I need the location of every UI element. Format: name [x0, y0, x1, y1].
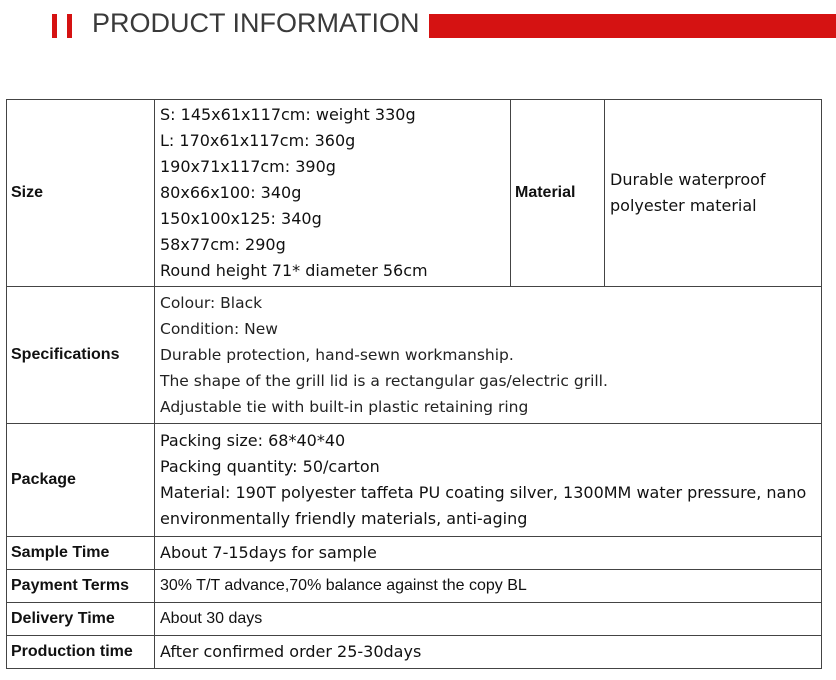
sample-time-value	[155, 537, 822, 570]
production-time-text: After confirmed order 25-30days	[160, 642, 422, 661]
package-label: Package	[7, 424, 155, 537]
specifications-label: Specifications	[7, 287, 155, 424]
spec-line: Condition: New	[160, 320, 278, 338]
production-time-value	[155, 636, 822, 669]
specifications-value	[155, 287, 822, 424]
size-line: L: 170x61x117cm: 360g	[160, 131, 356, 150]
size-line: 190x71x117cm: 390g	[160, 157, 336, 176]
production-time-label: Production time	[7, 636, 155, 669]
section-title: PRODUCT INFORMATION	[92, 8, 420, 38]
material-value: Durable waterproof polyester material	[605, 100, 822, 287]
header-accent-bar	[67, 14, 72, 38]
package-line: Packing size: 68*40*40	[160, 431, 346, 450]
spec-line: Durable protection, hand-sewn workmanship.	[160, 346, 514, 364]
payment-terms-value	[155, 570, 822, 603]
payment-terms-label: Payment Terms	[7, 570, 155, 603]
spec-line: The shape of the grill lid is a rectangular gas/electric grill.	[160, 372, 608, 390]
sample-time-label: Sample Time	[7, 537, 155, 570]
package-line: Material: 190T polyester taffeta PU coating silver, 1300MM water pressure, nano environmentally friendly materials, anti-aging	[160, 483, 807, 528]
table-row	[7, 424, 822, 537]
delivery-time-label: Delivery Time	[7, 603, 155, 636]
size-line: Round height 71* diameter 56cm	[160, 261, 428, 280]
header-accent-line	[429, 14, 836, 38]
delivery-time-value	[155, 603, 822, 636]
table-row	[7, 537, 822, 570]
delivery-time-text: About 30 days	[160, 610, 263, 627]
package-line: Packing quantity: 50/carton	[160, 457, 380, 476]
table-row	[7, 636, 822, 669]
size-label: Size	[7, 100, 155, 287]
package-value	[155, 424, 822, 537]
size-line: 80x66x100: 340g	[160, 183, 302, 202]
payment-terms-text: 30% T/T advance,70% balance against the copy BL	[160, 577, 527, 594]
size-line: S: 145x61x117cm: weight 330g	[160, 105, 416, 124]
size-line: 58x77cm: 290g	[160, 235, 286, 254]
size-value	[155, 100, 511, 287]
spec-line: Adjustable tie with built-in plastic retaining ring	[160, 398, 529, 416]
header-accent-bar	[52, 14, 57, 38]
table-row	[7, 100, 822, 287]
table-row	[7, 570, 822, 603]
table-row	[7, 287, 822, 424]
table-row	[7, 603, 822, 636]
section-header	[0, 0, 836, 50]
product-info-table	[6, 99, 822, 669]
sample-time-text: About 7-15days for sample	[160, 543, 377, 562]
material-label: Material	[511, 100, 605, 287]
spec-line: Colour: Black	[160, 294, 263, 312]
size-line: 150x100x125: 340g	[160, 209, 322, 228]
